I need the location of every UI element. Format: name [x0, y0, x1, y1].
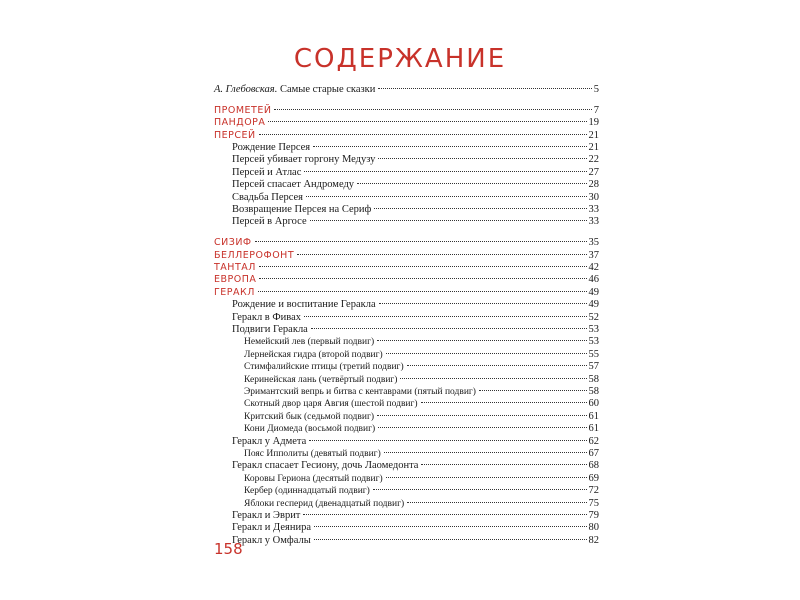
table-of-contents	[214, 84, 599, 547]
toc-entry-intro	[214, 84, 599, 96]
toc-entry	[214, 398, 599, 410]
toc-entry	[214, 436, 599, 448]
toc-entry	[214, 535, 599, 547]
toc-entry-title: Персей в Аргосе	[232, 216, 307, 228]
page-ref: 46	[588, 274, 599, 286]
page-ref: 55	[588, 348, 599, 360]
toc-entry-title: Геракл у Омфалы	[232, 534, 311, 546]
toc-entry	[214, 522, 599, 534]
page-ref: 21	[588, 142, 599, 154]
dot-leader	[421, 402, 587, 403]
page-ref: 52	[588, 311, 599, 323]
toc-entry-title: Геракл у Адмета	[232, 435, 307, 447]
toc-entry	[214, 374, 599, 386]
dot-leader	[259, 134, 587, 135]
page-ref: 58	[588, 385, 599, 397]
dot-leader	[378, 158, 586, 159]
dot-leader	[314, 526, 587, 527]
toc-entry	[214, 216, 599, 228]
page-ref: 37	[588, 249, 599, 261]
page-ref: 19	[588, 117, 599, 129]
toc-entry-title: Рождение и воспитание Геракла	[232, 299, 376, 311]
toc-entry	[214, 142, 599, 154]
toc-entry-title: Персей и Атлас	[232, 166, 302, 178]
toc-entry	[214, 361, 599, 373]
toc-entry-title: Кербер (одиннадцатый подвиг)	[244, 486, 370, 497]
page-number: 158	[214, 540, 243, 558]
toc-entry	[214, 204, 599, 216]
page-ref: 82	[588, 534, 599, 546]
toc-entry-title: ПРОМЕТЕЙ	[214, 104, 272, 116]
dot-leader	[314, 539, 587, 540]
toc-entry-title: Лернейская гидра (второй подвиг)	[244, 349, 383, 360]
toc-entry	[214, 498, 599, 510]
spacer	[214, 96, 599, 105]
toc-entry	[214, 179, 599, 191]
toc-entry-title: Кони Диомеда (восьмой подвиг)	[244, 424, 376, 435]
toc-entry	[214, 423, 599, 435]
toc-entry-title: Немейский лев (первый подвиг)	[244, 337, 375, 348]
dot-leader	[268, 121, 586, 122]
toc-entry-title: Пояс Ипполиты (девятый подвиг)	[244, 448, 381, 459]
toc-entry	[214, 250, 599, 262]
dot-leader	[306, 196, 586, 197]
toc-entry	[214, 299, 599, 311]
page-ref: 53	[588, 324, 599, 336]
toc-entry-title: Рождение Персея	[232, 142, 311, 154]
page-ref: 80	[588, 522, 599, 534]
page-ref: 33	[588, 216, 599, 228]
toc-entry-title: Критский бык (седьмой подвиг)	[244, 411, 375, 422]
dot-leader	[274, 109, 591, 110]
dot-leader	[407, 365, 587, 366]
dot-leader	[304, 171, 586, 172]
toc-entry-title: ГЕРАКЛ	[214, 286, 255, 298]
toc-entry	[214, 324, 599, 336]
toc-entry	[214, 349, 599, 361]
dot-leader	[386, 353, 587, 354]
toc-entry	[214, 192, 599, 204]
dot-leader	[258, 291, 587, 292]
dot-leader	[310, 220, 587, 221]
dot-leader	[259, 278, 586, 279]
spacer	[214, 229, 599, 238]
toc-entry-title: Геракл и Деянира	[232, 522, 311, 534]
page-ref: 61	[588, 423, 599, 435]
toc-entry-title: Керинейская лань (четвёртый подвиг)	[244, 374, 398, 385]
dot-leader	[309, 440, 586, 441]
page-ref: 27	[588, 166, 599, 178]
toc-entry-title: ПАНДОРА	[214, 117, 266, 129]
page-ref: 57	[588, 361, 599, 373]
dot-leader	[304, 316, 586, 317]
toc-entry-title: Скотный двор царя Авгия (шестой подвиг)	[244, 399, 418, 410]
toc-entry	[214, 237, 599, 249]
toc-entry	[214, 411, 599, 423]
page-ref: 28	[588, 179, 599, 191]
dot-leader	[400, 378, 586, 379]
toc-block-2	[214, 237, 599, 547]
toc-entry-title: Возвращение Персея на Сериф	[232, 204, 372, 216]
page-ref: 60	[588, 398, 599, 410]
page-ref: 53	[588, 336, 599, 348]
dot-leader	[357, 183, 586, 184]
toc-entry	[214, 485, 599, 497]
page-ref: 67	[588, 447, 599, 459]
page-ref: 22	[588, 154, 599, 166]
toc-entry	[214, 262, 599, 274]
toc-entry	[214, 386, 599, 398]
toc-entry	[214, 510, 599, 522]
toc-entry	[214, 336, 599, 348]
toc-entry-title: Геракл в Фивах	[232, 311, 302, 323]
dot-leader	[384, 452, 587, 453]
page-ref: 62	[588, 435, 599, 447]
dot-leader	[378, 427, 586, 428]
dot-leader	[373, 489, 587, 490]
dot-leader	[374, 208, 586, 209]
toc-entry	[214, 287, 599, 299]
page-ref: 69	[588, 472, 599, 484]
toc-entry	[214, 448, 599, 460]
toc-entry-title: ЕВРОПА	[214, 274, 257, 286]
page-ref: 72	[588, 485, 599, 497]
page-ref: 5	[593, 84, 599, 95]
toc-entry-title: Стимфалийские птицы (третий подвиг)	[244, 362, 404, 373]
toc-entry-title: Персей убивает горгону Медузу	[232, 154, 376, 166]
dot-leader	[378, 88, 591, 89]
page-ref: 21	[588, 129, 599, 141]
toc-entry-title: Коровы Гериона (десятый подвиг)	[244, 473, 383, 484]
toc-entry-title: Свадьба Персея	[232, 191, 304, 203]
toc-entry-title: Персей спасает Андромеду	[232, 179, 355, 191]
page-ref: 58	[588, 373, 599, 385]
dot-leader	[377, 415, 586, 416]
dot-leader	[386, 477, 587, 478]
page-ref: 68	[588, 460, 599, 472]
page-ref: 33	[588, 204, 599, 216]
page-ref: 35	[588, 237, 599, 249]
page-ref: 30	[588, 191, 599, 203]
dot-leader	[377, 340, 586, 341]
toc-entry	[214, 460, 599, 472]
toc-entry	[214, 473, 599, 485]
intro-text: Самые старые сказки	[279, 84, 376, 95]
toc-entry	[214, 117, 599, 129]
page-title: СОДЕРЖАНИЕ	[293, 44, 507, 74]
toc-entry-title: Эримантский вепрь и битва с кентаврами (пятый подвиг)	[244, 386, 476, 397]
toc-entry	[214, 130, 599, 142]
page-ref: 75	[588, 497, 599, 509]
dot-leader	[311, 328, 587, 329]
toc-block-1	[214, 105, 599, 229]
toc-entry	[214, 167, 599, 179]
toc-entry-title: СИЗИФ	[214, 237, 252, 249]
toc-entry-title: Яблоки гесперид (двенадцатый подвиг)	[244, 498, 405, 509]
dot-leader	[407, 502, 586, 503]
page-ref: 49	[588, 299, 599, 311]
page-ref: 49	[588, 286, 599, 298]
toc-entry	[214, 154, 599, 166]
intro-author: А. Глебовская.	[214, 84, 278, 95]
dot-leader	[259, 266, 587, 267]
page-ref: 42	[588, 262, 599, 274]
page-ref: 79	[588, 509, 599, 521]
dot-leader	[479, 390, 587, 391]
page-ref: 7	[593, 104, 599, 116]
toc-entry-title: Геракл и Эврит	[232, 509, 301, 521]
dot-leader	[379, 303, 587, 304]
dot-leader	[303, 514, 586, 515]
toc-entry-title: Подвиги Геракла	[232, 324, 308, 336]
toc-entry	[214, 105, 599, 117]
toc-entry	[214, 312, 599, 324]
dot-leader	[313, 146, 586, 147]
toc-entry-title: БЕЛЛЕРОФОНТ	[214, 249, 295, 261]
toc-entry	[214, 274, 599, 286]
dot-leader	[297, 254, 586, 255]
toc-entry-title: ТАНТАЛ	[214, 262, 256, 274]
dot-leader	[421, 464, 586, 465]
dot-leader	[255, 241, 587, 242]
page-ref: 61	[588, 410, 599, 422]
toc-entry-title: ПЕРСЕЙ	[214, 129, 256, 141]
toc-entry-title: Геракл спасает Гесиону, дочь Лаомедонта	[232, 460, 419, 472]
